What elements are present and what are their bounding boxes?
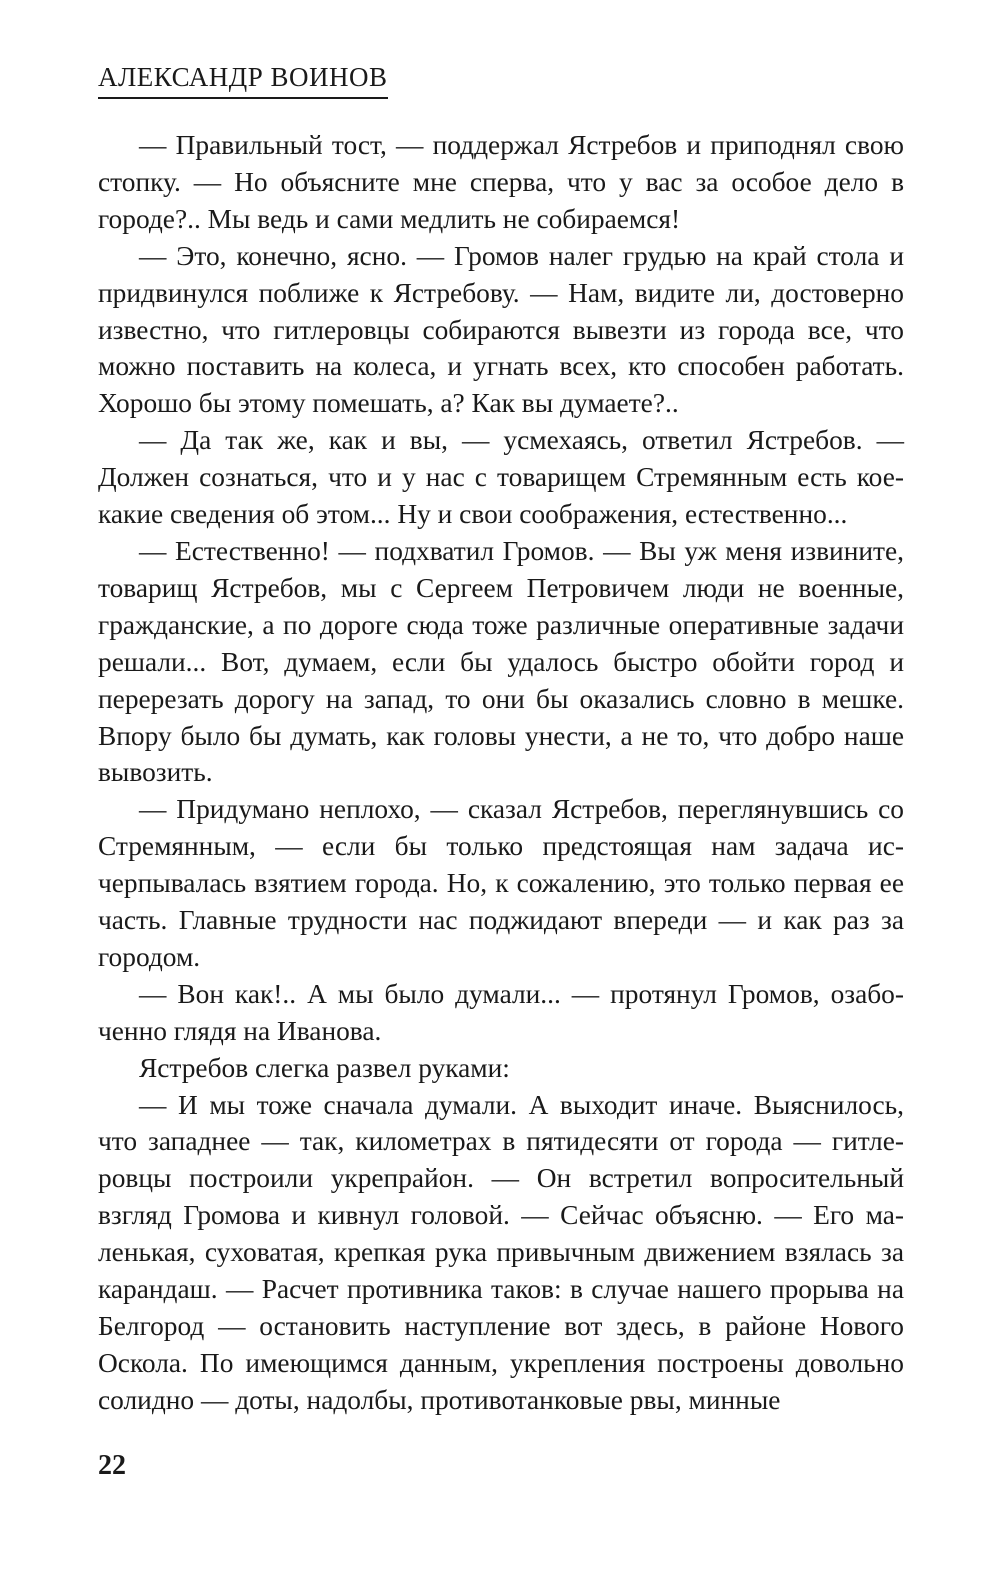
paragraph-8: — И мы тоже сначала думали. А выходит иначе. Выяснилось, что западнее — так, километрах в пятидесяти от города — гитлеровцы построили укрепрайон. — Он встретил вопросительный взгляд Громова и кивнул головой. — Сейчас объясню. — Его маленькая, суховатая, крепкая рука привычным движением взялась за карандаш. — Расчет противника таков: в случае нашего прорыва на Белгород — остановить наступление вот здесь, в районе Нового Оскола. По имеющимся данным, укрепления построены довольно солидно — доты, надолбы, противотанковые рвы, минные xyxy=(98,1089,904,1415)
paragraph-6: — Вон как!.. А мы было думали... — протянул Громов, озабоченно глядя на Иванова. xyxy=(98,978,904,1046)
body-text xyxy=(98,127,904,1419)
paragraph-7: Ястребов слегка развел руками: xyxy=(139,1052,510,1083)
paragraph-3: — Да так же, как и вы, — усмехаясь, ответил Ястребов. — Должен сознаться, что и у нас с товарищем Стремянным есть кое-какие сведения об этом... Ну и свои соображения, естественно... xyxy=(98,425,904,530)
page-number: 22 xyxy=(98,1450,126,1481)
paragraph-2: — Это, конечно, ясно. — Громов налег грудью на край стола и придвинулся поближе к Ястребову. — Нам, видите ли, достоверно известно, что гитлеровцы собираются вывезти из города все, что можно поставить на колеса, и угнать всех, кто способен работать. Хорошо бы этому помешать, а? Как вы думаете?.. xyxy=(98,240,904,419)
paragraph-5: — Придумано неплохо, — сказал Ястребов, переглянувшись со Стремянным, — если бы только предстоящая нам задача исчерпывалась взятием города. Но, к сожалению, это только первая ее часть. Главные трудности нас поджидают впереди — и как раз за городом. xyxy=(98,794,904,972)
paragraph-1: — Правильный тост, — поддержал Ястребов и приподнял свою стопку. — Но объясните мне сперва, что у вас за особое дело в городе?.. Мы ведь и сами медлить не собираемся! xyxy=(98,130,904,234)
running-head-author: АЛЕКСАНДР ВОИНОВ xyxy=(98,64,388,99)
paragraph-4: — Естественно! — подхватил Громов. — Вы уж меня извините, товарищ Ястребов, мы с Сергеем Петровичем люди не военные, гражданские, а по дороге сюда тоже различные оперативные задачи решали... Вот, думаем, если бы удалось быстро обойти город и перерезать дорогу на запад, то они бы оказались словно в мешке. Впору было бы думать, как головы унести, а не то, что добро наше вывозить. xyxy=(98,535,904,788)
